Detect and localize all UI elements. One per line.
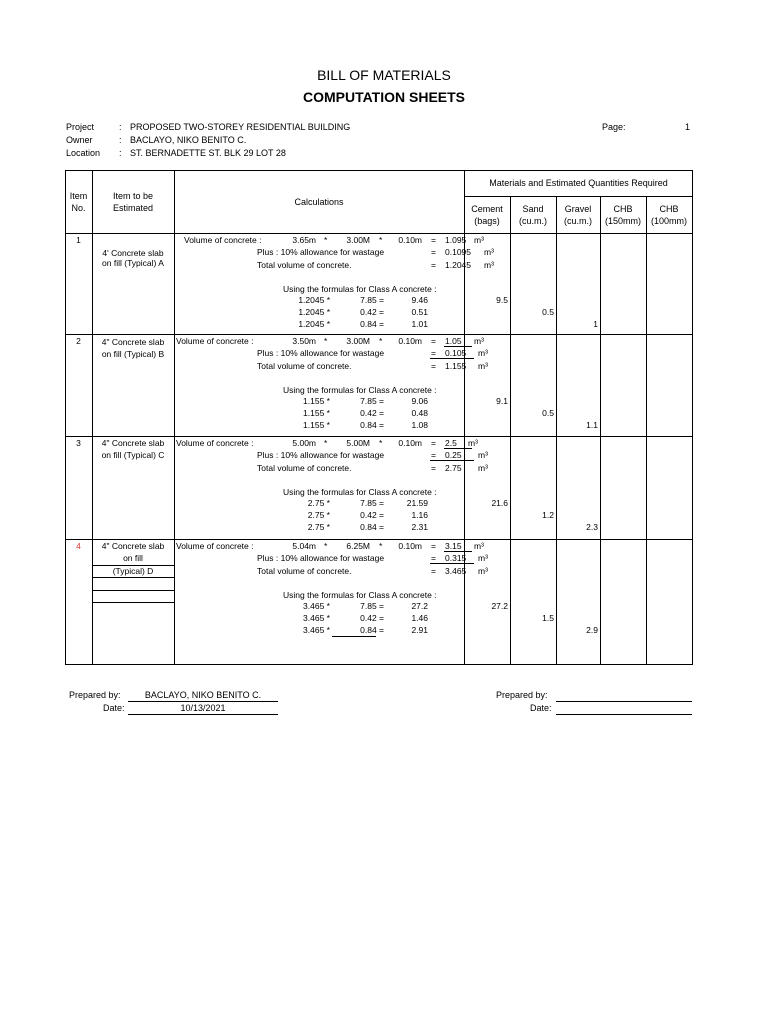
owner-colon: : bbox=[119, 135, 122, 145]
volume-underline bbox=[444, 346, 472, 347]
calc-result: 1.01 bbox=[411, 319, 428, 329]
sand-value: 0.5 bbox=[542, 408, 554, 418]
header-chb-150: CHB (150mm) bbox=[604, 204, 641, 226]
calc-result: 1.46 bbox=[411, 613, 428, 623]
formula-label: Using the formulas for Class A concrete : bbox=[283, 487, 437, 497]
equals-sign: = bbox=[431, 541, 436, 551]
times-symbol: * bbox=[379, 541, 383, 551]
volume-label: Volume of concrete : bbox=[176, 541, 254, 551]
dim-length: 3.65m bbox=[292, 235, 316, 245]
item-description: 4" Concrete slab bbox=[101, 438, 165, 448]
times-symbol: * bbox=[324, 336, 328, 346]
gravel-value: 2.3 bbox=[586, 522, 598, 532]
header-calculations: Calculations bbox=[294, 197, 344, 207]
calc-factor: 0.84 = bbox=[360, 319, 384, 329]
equals-sign: = bbox=[431, 450, 436, 460]
date-underline bbox=[128, 714, 278, 715]
cement-value: 9.1 bbox=[496, 396, 508, 406]
calc-factor: 0.42 = bbox=[360, 510, 384, 520]
unit-label: m³ bbox=[474, 235, 484, 245]
dim-thickness: 0.10m bbox=[398, 336, 422, 346]
calc-amount: 1.155 * bbox=[303, 420, 330, 430]
calc-amount: 1.155 * bbox=[303, 408, 330, 418]
cement-value: 21.6 bbox=[491, 498, 508, 508]
formula-label: Using the formulas for Class A concrete : bbox=[283, 284, 437, 294]
dim-length: 3.50m bbox=[292, 336, 316, 346]
allowance-value: 0.1095 bbox=[445, 247, 471, 257]
dim-thickness: 0.10m bbox=[398, 235, 422, 245]
times-symbol: * bbox=[324, 541, 328, 551]
header-cement: Cement (bags) bbox=[471, 204, 503, 226]
total-label: Total volume of concrete. bbox=[257, 361, 352, 371]
item-description: on fill (Typical) B bbox=[101, 349, 165, 359]
unit-label: m³ bbox=[478, 566, 488, 576]
times-symbol: * bbox=[379, 336, 383, 346]
calc-result: 21.59 bbox=[406, 498, 428, 508]
sand-value: 1.2 bbox=[542, 510, 554, 520]
calc-amount: 1.2045 * bbox=[298, 295, 330, 305]
calc-amount: 3.465 * bbox=[303, 601, 330, 611]
calc-factor: 0.84 = bbox=[360, 522, 384, 532]
allowance-underline bbox=[430, 563, 474, 564]
item-description: on fill (Typical) C bbox=[101, 450, 165, 460]
unit-label: m³ bbox=[474, 541, 484, 551]
gravel-value: 1.1 bbox=[586, 420, 598, 430]
times-symbol: * bbox=[324, 438, 328, 448]
sand-value: 0.5 bbox=[542, 307, 554, 317]
owner-label: Owner bbox=[66, 135, 93, 145]
equals-sign: = bbox=[431, 361, 436, 371]
header-materials: Materials and Estimated Quantities Required bbox=[489, 178, 668, 188]
document-title: BILL OF MATERIALS bbox=[317, 67, 451, 83]
calc-amount: 3.465 * bbox=[303, 625, 330, 635]
header-item-estimated: Item to be Estimated bbox=[112, 191, 154, 213]
location-label: Location bbox=[66, 148, 101, 158]
allowance-underline bbox=[430, 358, 474, 359]
calc-factor: 0.42 = bbox=[360, 307, 384, 317]
calc-factor: 0.42 = bbox=[360, 613, 384, 623]
times-symbol: * bbox=[379, 235, 383, 245]
dim-length: 5.04m bbox=[292, 541, 316, 551]
item-number: 4 bbox=[76, 541, 81, 551]
total-value: 3.465 bbox=[445, 566, 467, 576]
prepared-by-name: BACLAYO, NIKO BENITO C. bbox=[144, 690, 262, 700]
calc-factor: 7.85 = bbox=[360, 295, 384, 305]
allowance-label: Plus : 10% allowance for wastage bbox=[257, 348, 385, 358]
dim-length: 5.00m bbox=[292, 438, 316, 448]
project-value: PROPOSED TWO-STOREY RESIDENTIAL BUILDING bbox=[130, 122, 351, 132]
unit-label: m³ bbox=[474, 336, 484, 346]
calc-factor: 7.85 = bbox=[360, 498, 384, 508]
calc-result: 2.91 bbox=[411, 625, 428, 635]
dim-width: 3.00M bbox=[346, 336, 370, 346]
sand-value: 1.5 bbox=[542, 613, 554, 623]
times-symbol: * bbox=[324, 235, 328, 245]
unit-label: m³ bbox=[478, 450, 488, 460]
dim-thickness: 0.10m bbox=[398, 438, 422, 448]
project-colon: : bbox=[119, 122, 122, 132]
allowance-label: Plus : 10% allowance for wastage bbox=[257, 247, 385, 257]
formula-label: Using the formulas for Class A concrete : bbox=[283, 590, 437, 600]
equals-sign: = bbox=[431, 235, 436, 245]
calc-amount: 1.2045 * bbox=[298, 307, 330, 317]
volume-value: 1.05 bbox=[445, 336, 462, 346]
volume-label: Volume of concrete : bbox=[176, 336, 254, 346]
unit-label: m³ bbox=[484, 260, 494, 270]
equals-sign: = bbox=[431, 566, 436, 576]
calc-factor: 0.42 = bbox=[360, 408, 384, 418]
unit-label: m³ bbox=[478, 361, 488, 371]
equals-sign: = bbox=[431, 438, 436, 448]
calc-amount: 2.75 * bbox=[307, 522, 330, 532]
calc-result: 9.46 bbox=[411, 295, 428, 305]
gravel-value: 2.9 bbox=[586, 625, 598, 635]
calc-amount: 3.465 * bbox=[303, 613, 330, 623]
unit-label: m³ bbox=[478, 463, 488, 473]
volume-value: 1.095 bbox=[445, 235, 467, 245]
item-description: 4" Concrete slab bbox=[101, 337, 165, 347]
project-label: Project bbox=[66, 122, 95, 132]
total-value: 1.155 bbox=[445, 361, 467, 371]
volume-underline bbox=[444, 448, 472, 449]
cement-value: 9.5 bbox=[496, 295, 508, 305]
dim-width: 6.25M bbox=[346, 541, 370, 551]
calc-amount: 1.2045 * bbox=[298, 319, 330, 329]
cement-value: 27.2 bbox=[491, 601, 508, 611]
calc-factor: 0.84 = bbox=[360, 420, 384, 430]
allowance-value: 0.315 bbox=[445, 553, 467, 563]
total-label: Total volume of concrete. bbox=[257, 566, 352, 576]
allowance-value: 0.25 bbox=[445, 450, 462, 460]
dim-width: 3.00M bbox=[346, 235, 370, 245]
dim-thickness: 0.10m bbox=[398, 541, 422, 551]
page-number: 1 bbox=[685, 122, 691, 132]
volume-underline bbox=[444, 551, 472, 552]
total-value: 2.75 bbox=[445, 463, 462, 473]
header-chb-100: CHB (100mm) bbox=[650, 204, 687, 226]
calc-amount: 1.155 * bbox=[303, 396, 330, 406]
calc-result: 27.2 bbox=[411, 601, 428, 611]
header-gravel: Gravel (cu.m.) bbox=[564, 204, 592, 226]
location-colon: : bbox=[119, 148, 122, 158]
date-value: 10/13/2021 bbox=[180, 703, 226, 713]
date-label: Date: bbox=[103, 703, 125, 713]
item-description: (Typical) D bbox=[112, 566, 154, 576]
equals-sign: = bbox=[431, 348, 436, 358]
calc-result: 9.06 bbox=[411, 396, 428, 406]
calc-factor: 7.85 = bbox=[360, 601, 384, 611]
unit-label: m³ bbox=[484, 247, 494, 257]
item-description: on fill (Typical) A bbox=[102, 258, 164, 268]
dim-width: 5.00M bbox=[346, 438, 370, 448]
total-label: Total volume of concrete. bbox=[257, 463, 352, 473]
times-symbol: * bbox=[379, 438, 383, 448]
calc-result: 0.48 bbox=[411, 408, 428, 418]
allowance-underline bbox=[430, 460, 474, 461]
calc-result: 1.08 bbox=[411, 420, 428, 430]
owner-value: BACLAYO, NIKO BENITO C. bbox=[130, 135, 247, 145]
total-value: 1.2045 bbox=[445, 260, 471, 270]
equals-sign: = bbox=[431, 553, 436, 563]
calc-factor: 7.85 = bbox=[360, 396, 384, 406]
location-value: ST. BERNADETTE ST. BLK 29 LOT 28 bbox=[130, 148, 286, 158]
page-label: Page: bbox=[602, 122, 626, 132]
equals-sign: = bbox=[431, 247, 436, 257]
header-item-no: Item No. bbox=[69, 191, 88, 213]
prepared-by-label: Prepared by: bbox=[69, 690, 121, 700]
calc-result: 1.16 bbox=[411, 510, 428, 520]
gravel-value: 1 bbox=[593, 319, 598, 329]
allowance-label: Plus : 10% allowance for wastage bbox=[257, 450, 385, 460]
prepared-by-underline bbox=[128, 701, 278, 702]
factor-underline bbox=[332, 636, 376, 637]
prepared-by-right-underline bbox=[556, 701, 692, 702]
date-right-label: Date: bbox=[530, 703, 552, 713]
equals-sign: = bbox=[431, 260, 436, 270]
unit-label: m³ bbox=[478, 348, 488, 358]
prepared-by-right-label: Prepared by: bbox=[496, 690, 548, 700]
total-label: Total volume of concrete. bbox=[257, 260, 352, 270]
volume-value: 2.5 bbox=[445, 438, 457, 448]
allowance-value: 0.105 bbox=[445, 348, 467, 358]
calc-result: 2.31 bbox=[411, 522, 428, 532]
item-number: 1 bbox=[76, 235, 81, 245]
calc-factor: 0.84 = bbox=[360, 625, 384, 635]
volume-value: 3.15 bbox=[445, 541, 462, 551]
item-number: 3 bbox=[76, 438, 81, 448]
item-description: on fill bbox=[123, 553, 143, 563]
volume-label: Volume of concrete : bbox=[184, 235, 262, 245]
header-sand: Sand (cu.m.) bbox=[519, 204, 547, 226]
calc-result: 0.51 bbox=[411, 307, 428, 317]
formula-label: Using the formulas for Class A concrete : bbox=[283, 385, 437, 395]
unit-label: m³ bbox=[478, 553, 488, 563]
unit-label: m³ bbox=[468, 438, 478, 448]
document-subtitle: COMPUTATION SHEETS bbox=[302, 89, 466, 105]
item-description: 4" Concrete slab bbox=[101, 541, 165, 551]
allowance-label: Plus : 10% allowance for wastage bbox=[257, 553, 385, 563]
equals-sign: = bbox=[431, 463, 436, 473]
equals-sign: = bbox=[431, 336, 436, 346]
item-description: 4' Concrete slab bbox=[102, 248, 164, 258]
calc-amount: 2.75 * bbox=[307, 498, 330, 508]
date-right-underline bbox=[556, 714, 692, 715]
calc-amount: 2.75 * bbox=[307, 510, 330, 520]
volume-label: Volume of concrete : bbox=[176, 438, 254, 448]
item-number: 2 bbox=[76, 336, 81, 346]
